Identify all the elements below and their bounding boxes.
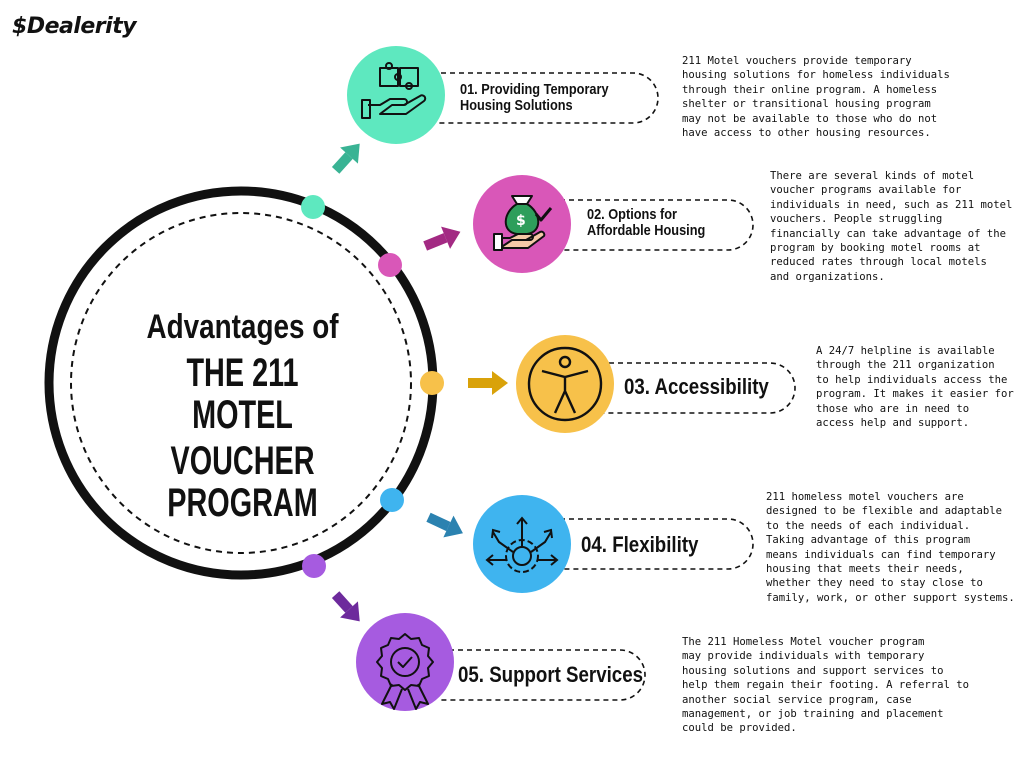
logo-dollar: $ bbox=[12, 14, 27, 39]
icon-circle-5 bbox=[356, 613, 454, 711]
icon-circle-1 bbox=[347, 46, 445, 144]
arrow-1 bbox=[327, 136, 369, 179]
item-2-label-line-2: Affordable Housing bbox=[587, 222, 706, 239]
item-1-label bbox=[460, 82, 609, 114]
arrow-5 bbox=[327, 587, 369, 630]
ring-dot-5 bbox=[302, 554, 326, 578]
item-5-description: The 211 Homeless Motel voucher program may provide individuals with temporary housing solutions and support services to help them regain their footing. A referral to another social service program, case management, or job training and placement could be provided. bbox=[682, 636, 970, 735]
ring-dot-2 bbox=[378, 253, 402, 277]
arrow-4 bbox=[423, 506, 468, 544]
item-3-label: 03. Accessibility bbox=[624, 374, 769, 399]
item-1-label-line-2: Housing Solutions bbox=[460, 97, 573, 114]
ring-dot-3 bbox=[420, 371, 444, 395]
arrow-2 bbox=[421, 221, 465, 257]
item-2-label bbox=[587, 207, 705, 239]
title-line-2: THE 211 MOTEL bbox=[186, 350, 299, 437]
item-4-label: 04. Flexibility bbox=[581, 532, 699, 557]
item-5-label: 05. Support Services bbox=[458, 662, 644, 687]
logo-name: Dealerity bbox=[26, 14, 137, 39]
item-3-description: A 24/7 helpline is available through the 211 organization to help individuals access the program. It makes it easier for those who are in need to access help and support. bbox=[816, 345, 1014, 430]
ring-dot-1 bbox=[301, 195, 325, 219]
item-2-label-line-1: 02. Options for bbox=[587, 206, 677, 223]
svg-text:$: $ bbox=[516, 213, 526, 229]
title-line-3: VOUCHER PROGRAM bbox=[167, 438, 318, 525]
item-1-description: 211 Motel vouchers provide temporary housing solutions for homeless individuals through their online program. A homeless shelter or transitional housing program may not be available to those who do not have access to other housing resources. bbox=[682, 55, 950, 140]
title-line-1: Advantages of bbox=[146, 308, 339, 346]
item-2-description: There are several kinds of motel voucher programs available for individuals in need, such as 211 motel vouchers. People struggling financially can take advantage of the program by booking motel rooms at reduced rates through local motels and organizations. bbox=[770, 170, 1013, 283]
dealerity-logo[interactable] bbox=[12, 14, 136, 39]
arrow-3 bbox=[468, 371, 508, 395]
main-title bbox=[95, 310, 390, 524]
item-1-label-line-1: 01. Providing Temporary bbox=[460, 81, 609, 98]
item-4-description: 211 homeless motel vouchers are designed to be flexible and adaptable to the needs of each individual. Taking advantage of this program means individuals can find temporary housing that meets their needs, whether they need to stay close to family, work, or other support systems. bbox=[766, 491, 1015, 604]
